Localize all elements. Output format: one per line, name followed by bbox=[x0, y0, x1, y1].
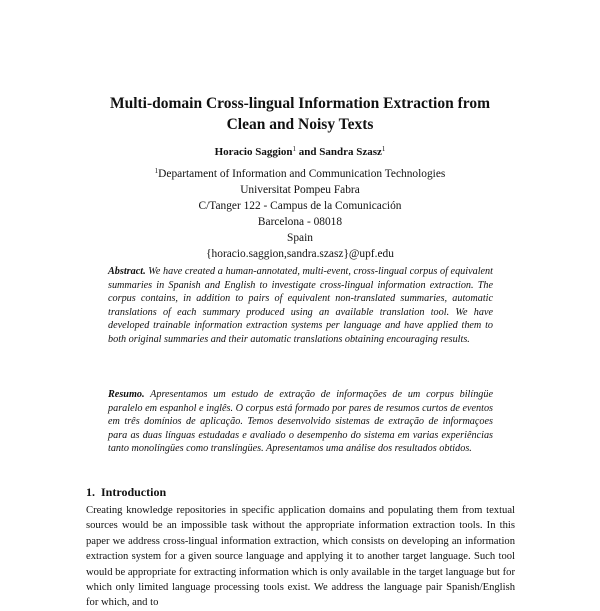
abstract-text: We have created a human-annotated, multi-event, cross-lingual corpus of equivalent summaries in Spanish and English to investigate cross-lingual information extraction. The corpus contains, in addition to pairs of equivalent non-translated summaries, automatic translations of each summary produced using an available translation tool. We have developed trainable information extraction systems per language and have applied them to both original summaries and their automatic translations obtaining encouraging results. bbox=[108, 266, 493, 345]
affiliation-city: Barcelona - 08018 bbox=[257, 215, 343, 228]
affiliation-mark: 1 bbox=[154, 167, 159, 175]
paper-title bbox=[60, 93, 540, 135]
introduction-paragraph: Creating knowledge repositories in specific application domains and populating them from textual sources would be an impossible task without the appropriate information extraction tools. In this paper we address cross-lingual information extraction, which consists on developing an information extraction system for a given source language and applying it to another target language. Such tool would be appropriate for extracting information which is only available in the target language but for which only limited language processing tools exist. We address the language pair Spanish/English for which, and to bbox=[86, 505, 515, 609]
author-conjunction: and bbox=[296, 146, 320, 158]
section-heading-introduction bbox=[86, 485, 166, 500]
resumo-text: Apresentamos um estudo de extração de informações de um corpus bilíngüe paralelo em espanhol e inglês. O corpus está formado por pares de resumos curtos de eventos em três domínios de aplicação. Temos desenvolvido sistemas de extração de informaçoes para as duas línguas estudadas e avaliado o desempenho do sistema em varias experiências tanto monolíngües como translíngües. Apresentamos uma análise dos resultados obtidos. bbox=[108, 389, 493, 455]
affiliation-department: $^1$Departament of Information and Communication Technologies bbox=[154, 167, 446, 180]
affiliation-address: C/Tanger 122 - Campus de la Comunicación bbox=[198, 199, 402, 212]
affiliation-block bbox=[60, 167, 540, 262]
section-number: 1. bbox=[86, 485, 95, 499]
resumo bbox=[108, 388, 493, 456]
abstract-label: Abstract. bbox=[108, 266, 146, 277]
affiliation-university: Universitat Pompeu Fabra bbox=[240, 183, 360, 196]
author-name: Horacio Saggion bbox=[214, 146, 293, 158]
title-line-1: Multi-domain Cross-lingual Information Extraction from bbox=[109, 95, 491, 112]
affiliation-mark: 1 bbox=[381, 145, 386, 153]
title-line-2: Clean and Noisy Texts bbox=[226, 116, 374, 133]
affiliation-country: Spain bbox=[287, 231, 313, 244]
author-name: Sandra Szasz bbox=[319, 146, 382, 158]
resumo-label: Resumo. bbox=[108, 389, 145, 400]
abstract bbox=[108, 265, 493, 347]
affiliation-mark: 1 bbox=[292, 145, 296, 153]
section-title: Introduction bbox=[101, 485, 167, 499]
affiliation-email: {horacio.saggion,sandra.szasz}@upf.edu bbox=[206, 247, 394, 260]
author-list bbox=[60, 145, 540, 159]
